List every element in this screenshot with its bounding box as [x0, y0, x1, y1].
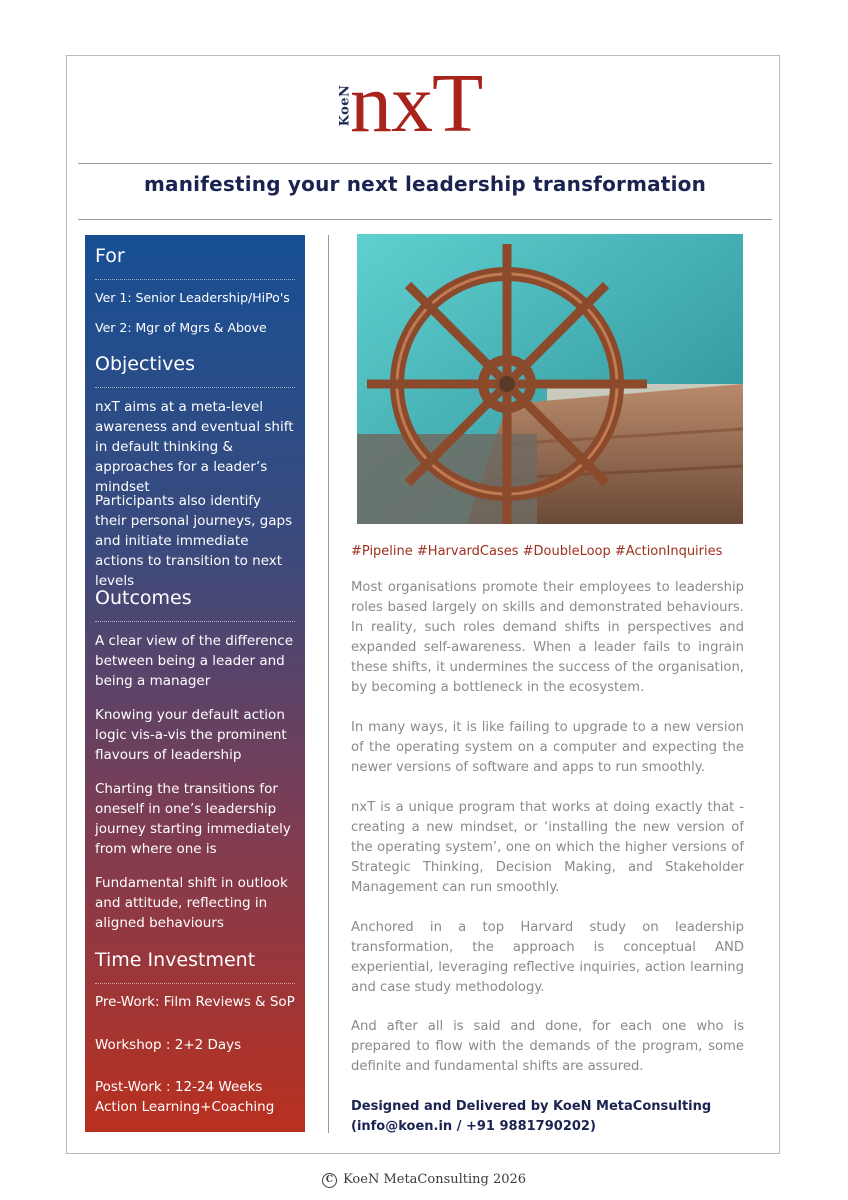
- column-divider: [328, 235, 329, 1133]
- copyright-icon: C: [322, 1173, 337, 1188]
- body-paragraph: Most organisations promote their employees to leadership roles based largely on skills and demonstrated behaviours. In reality, such roles demand shifts in perspectives and expanded self-awareness. When a leader fails to ingrain these shifts, it undermines the success of the organisation, by becoming a bottleneck in the ecosystem.: [351, 580, 744, 695]
- time-heading: Time Investment: [95, 949, 256, 971]
- logo-nxt: nxT: [350, 57, 483, 150]
- objectives-heading: Objectives: [95, 353, 195, 375]
- section-divider: [95, 387, 295, 388]
- body-paragraph: And after all is said and done, for each one who is prepared to flow with the demands of the program, some definite and fundamental shifts are assured.: [351, 1019, 744, 1074]
- section-divider: [95, 279, 295, 280]
- top-divider: [78, 163, 772, 164]
- hashtags: #Pipeline #HarvardCases #DoubleLoop #ActionInquiries: [351, 544, 723, 559]
- credit-line: Designed and Delivered by KoeN MetaConsulting: [351, 1099, 712, 1114]
- section-divider: [95, 621, 295, 622]
- outcome-item: A clear view of the difference between being a leader and being a manager: [95, 633, 294, 689]
- logo-koen: KoeN: [337, 84, 353, 127]
- objective-item: Participants also identify their personal journeys, gaps and initiate immediate actions to transition to next levels: [95, 493, 293, 589]
- objective-item: nxT aims at a meta-level awareness and eventual shift in default thinking & approaches for a leader’s mindset: [95, 399, 294, 495]
- contact-line[interactable]: (info@koen.in / +91 9881790202): [351, 1119, 596, 1134]
- body-paragraph: nxT is a unique program that works at doing exactly that - creating a new mindset, or ‘installing the new version of the operating system’, one on which the higher versions of Strategic Thinking, Decision Making, and Stakeholder Management can run smoothly.: [351, 800, 744, 895]
- info-sidebar: [85, 235, 305, 1132]
- post-work: Post-Work : 12-24 Weeks: [95, 1079, 263, 1095]
- for-heading: For: [95, 245, 125, 267]
- body-paragraph: Anchored in a top Harvard study on leadership transformation, the approach is conceptual AND experiential, leveraging reflective inquiries, action learning and case study methodology.: [351, 920, 744, 995]
- body-paragraph: In many ways, it is like failing to upgrade to a new version of the operating system on a computer and expecting the newer versions of software and apps to run smoothly.: [351, 720, 744, 775]
- outcome-item: Fundamental shift in outlook and attitude, reflecting in aligned behaviours: [95, 875, 288, 931]
- tagline: manifesting your next leadership transformation: [143, 172, 707, 196]
- footer: [0, 1172, 848, 1188]
- tagline-divider: [78, 219, 772, 220]
- for-item: Ver 1: Senior Leadership/HiPo's: [95, 290, 290, 305]
- for-item: Ver 2: Mgr of Mgrs & Above: [95, 320, 267, 335]
- footer-text: KoeN MetaConsulting 2026: [343, 1172, 527, 1187]
- outcomes-heading: Outcomes: [95, 587, 192, 609]
- outcome-item: Charting the transitions for oneself in one’s leadership journey starting immediately from where one is: [95, 781, 291, 857]
- post-work-detail: Action Learning+Coaching: [95, 1099, 275, 1115]
- ship-wheel-image: [357, 234, 743, 524]
- pre-work: Pre-Work: Film Reviews & SoP: [95, 994, 295, 1010]
- workshop: Workshop : 2+2 Days: [95, 1037, 242, 1053]
- outcome-item: Knowing your default action logic vis-a-vis the prominent flavours of leadership: [95, 707, 287, 763]
- koen-nxt-logo: [336, 57, 516, 150]
- section-divider: [95, 983, 295, 984]
